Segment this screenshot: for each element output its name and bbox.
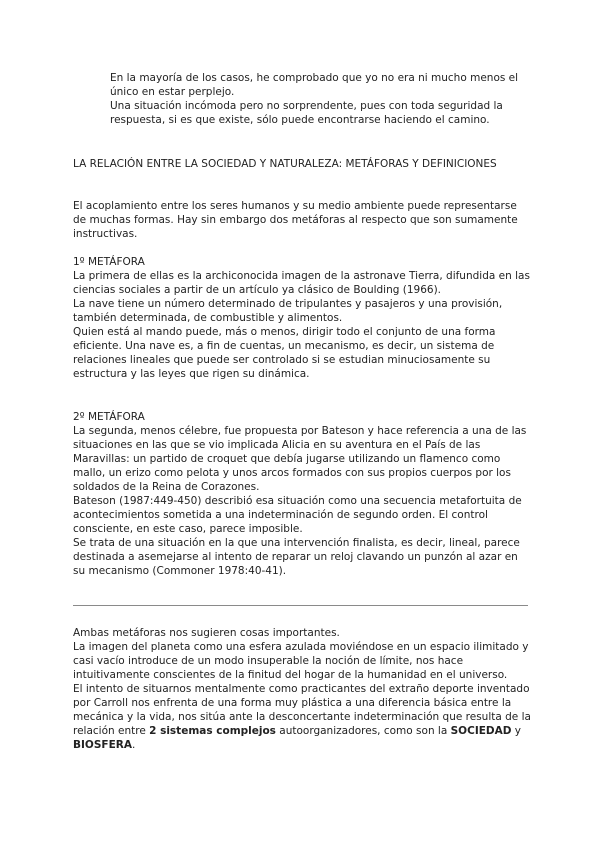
conclusion-text-end: . (131, 739, 136, 751)
conclusion-text-start: El intento de situarnos mentalmente como practicantes del extraño deporte inventado por Carroll nos enfrenta de una forma muy plástica a una diferencia básica entre la mecánica y la vida, nos sitúa ante la desconcertante indeterminación que resulta de la relación entre (73, 683, 531, 737)
bold-sistemas-complejos: 2 sistemas complejos (149, 725, 276, 737)
metafora-2-paragraph-1: La segunda, menos célebre, fue propuesta por Bateson y hace referencia a una de las situaciones en las que se vio implicada Alicia en su aventura en el País de las Maravillas: un partido de croquet que debía jugarse utilizando un flamenco como mallo, un erizo como pelota y unos arcos formados con sus propios cuerpos por los soldados de la Reina de Corazones. (73, 425, 527, 493)
metafora-2-heading: 2º METÁFORA (73, 411, 145, 423)
section-divider (73, 605, 528, 606)
metafora-1-paragraph-2: La nave tiene un número determinado de tripulantes y pasajeros y una provisión, también determinada, de combustible y alimentos. (73, 298, 503, 324)
metafora-2-paragraph-2: Bateson (1987:449-450) describió esa situación como una secuencia metafortuita de acontecimientos sometida a una indeterminación de segundo orden. El control consciente, en este caso, parece imposible. (73, 495, 522, 535)
metafora-1-block (73, 255, 533, 381)
conclusion-paragraph-3 (73, 682, 533, 752)
metafora-2-paragraph-3: Se trata de una situación en la que una intervención finalista, es decir, lineal, parece destinada a asemejarse al intento de reparar un reloj clavando un punzón al azar en su mecanismo (Commoner 1978:40-41). (73, 537, 520, 577)
conclusion-text-mid: autoorganizadores, como son la (275, 725, 451, 737)
metafora-1-paragraph-1: La primera de ellas es la archiconocida imagen de la astronave Tierra, difundida en las ciencias sociales a partir de un artículo ya clásico de Boulding (1966). (73, 270, 530, 296)
conclusion-paragraph-2: La imagen del planeta como una esfera azulada moviéndose en un espacio ilimitado y casi vacío introduce de un modo insuperable la noción de límite, nos hace intuitivamente conscientes de la finitud del hogar de la humanidad en el universo. (73, 641, 529, 681)
conclusion-text-and: y (511, 725, 522, 737)
intro-line-2: Una situación incómoda pero no sorprendente, pues con toda seguridad la respuesta, si es que existe, sólo puede encontrarse haciendo el camino. (110, 100, 503, 126)
metafora-2-block (73, 410, 533, 578)
bold-sociedad: SOCIEDAD (450, 725, 512, 737)
section-title: LA RELACIÓN ENTRE LA SOCIEDAD Y NATURALEZA: METÁFORAS Y DEFINICIONES (73, 158, 497, 170)
opening-paragraph-block (73, 199, 533, 241)
metafora-1-heading: 1º METÁFORA (73, 256, 145, 268)
intro-block (110, 71, 530, 127)
intro-line-1: En la mayoría de los casos, he comprobado que yo no era ni mucho menos el único en estar perplejo. (110, 72, 519, 98)
metafora-1-paragraph-3: Quien está al mando puede, más o menos, dirigir todo el conjunto de una forma eficiente. Una nave es, a fin de cuentas, un mecanismo, es decir, un sistema de relaciones lineales que puede ser controlado si se estudian minuciosamente su estructura y las leyes que rigen su dinámica. (73, 326, 496, 380)
conclusion-paragraph-1: Ambas metáforas nos sugieren cosas importantes. (73, 627, 340, 639)
opening-paragraph: El acoplamiento entre los seres humanos y su medio ambiente puede representarse de muchas formas. Hay sin embargo dos metáforas al respecto que son sumamente instructivas. (73, 200, 518, 240)
conclusion-block (73, 626, 533, 752)
bold-biosfera: BIOSFERA (73, 739, 132, 751)
